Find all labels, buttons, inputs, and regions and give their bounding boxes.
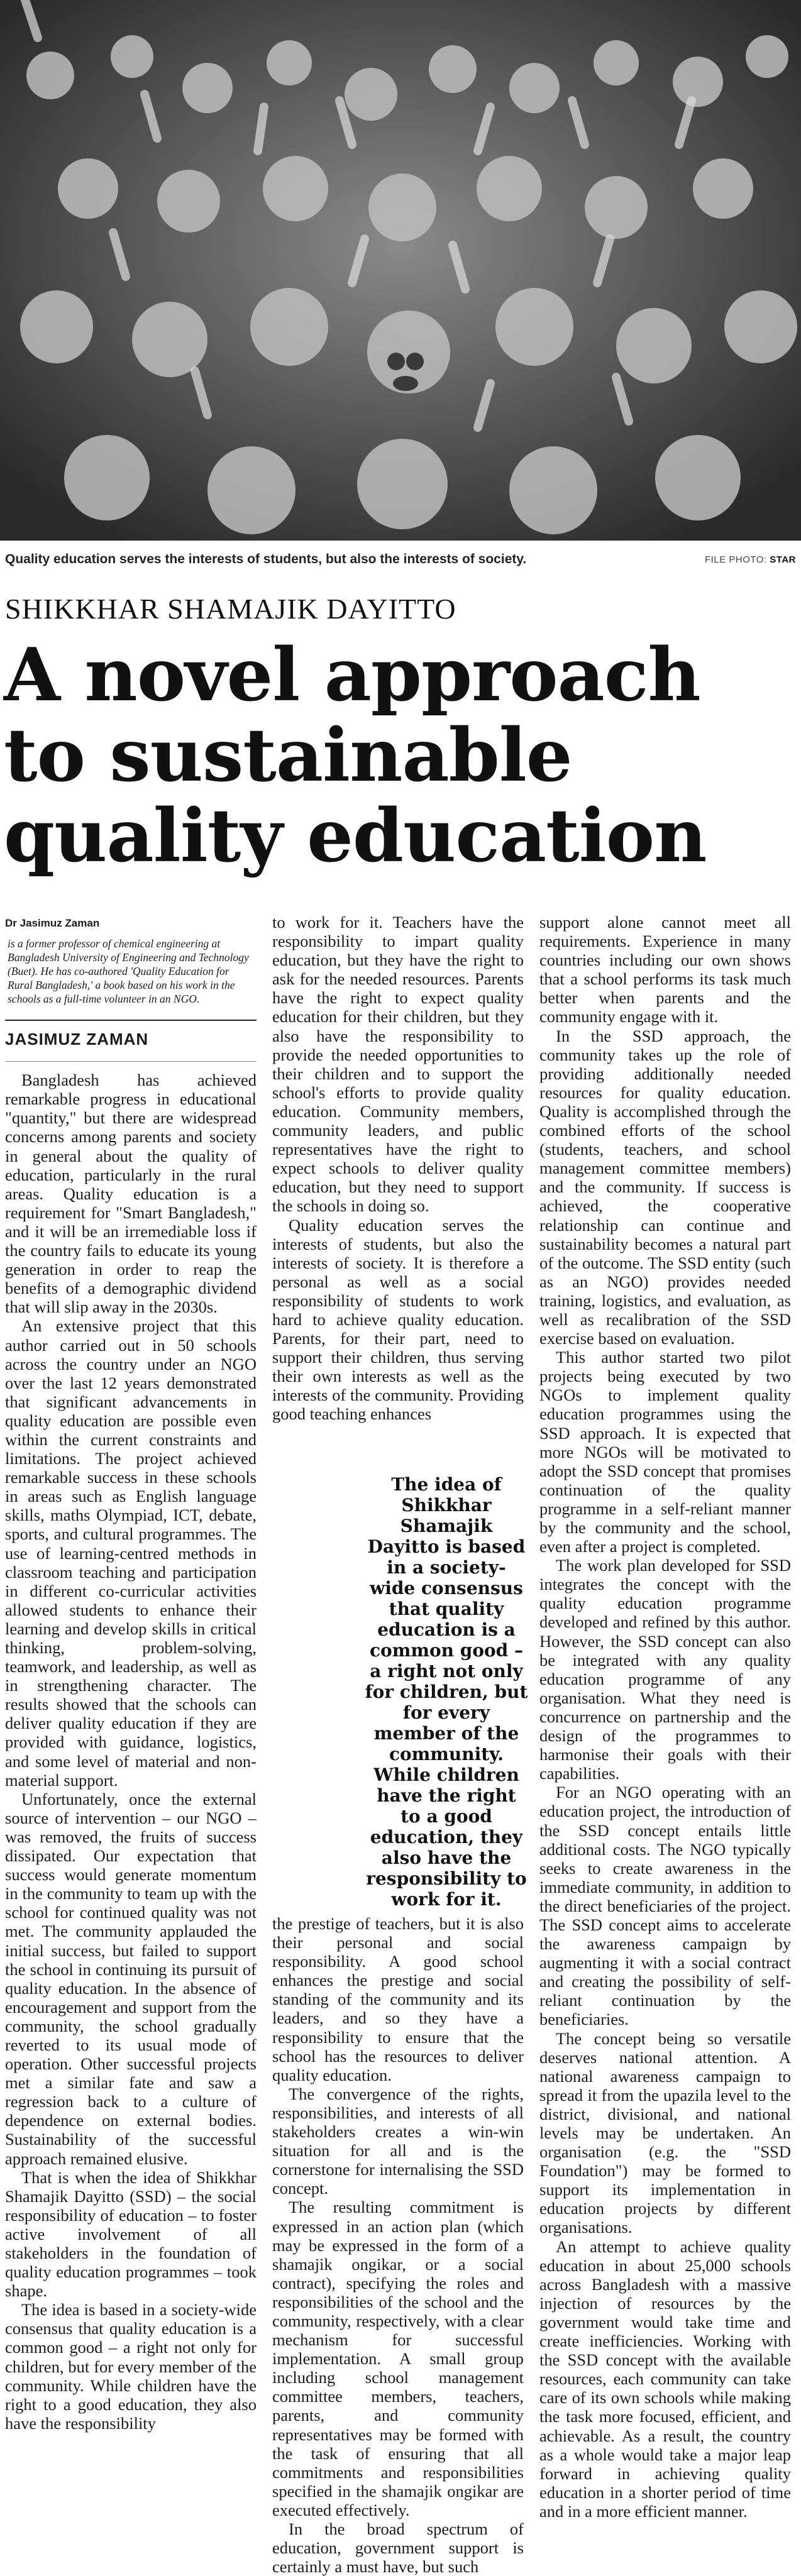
- byline: JASIMUZ ZAMAN: [5, 1030, 149, 1049]
- hero-photo: [0, 0, 801, 541]
- paragraph: the prestige of teachers, but it is also their personal and social responsibility. A good school enhances the prestige and social standing of the community and its leaders, and so they have a responsibility to ensure that the school has the resources to deliver quality education.: [272, 1914, 524, 2084]
- headline-line: to sustainable: [4, 713, 572, 798]
- author-block: [5, 914, 257, 1006]
- paragraph: Quality education serves the interests of students, but also the interests of society. It is therefore a personal as well as a social responsibility of students to work hard to achieve quality education. Parents, for their part, need to support their children, thus serving their own interests as well as the interests of the community. Providing good teaching enhances: [272, 1215, 524, 1424]
- paragraph: to work for it. Teachers have the responsibility to impart quality education, but they have the right to ask for the needed resources. Parents have the right to expect quality education for their children, but they also have the responsibility to provide the needed opportunities to their children and to support the school's efforts to provide quality education. Community members, community leaders, and public representatives have the right to expect schools to deliver quality education, but they need to support the schools in doing so.: [272, 913, 524, 1216]
- paragraph: The idea is based in a society-wide consensus that quality education is a common good – a right not only for children, but for every member of the community. While children have the right to a good education, they also have the responsibility: [5, 2300, 257, 2433]
- divider: [5, 1061, 257, 1062]
- column-1: [5, 913, 257, 2433]
- paragraph: The resulting commitment is expressed in an action plan (which may be expressed in the form of a shamajik ongikar, or a social contract), specifying the roles and responsibilities of the school and the community, respectively, with a clear mechanism for successful implementation. A small group including school management committee members, teachers, parents, and community representatives may be formed with the task of ensuring that all commitments and responsibilities specified in the shamajik ongikar are executed effectively.: [272, 2198, 524, 2519]
- credit-source: STAR: [770, 554, 796, 565]
- paragraph: Bangladesh has achieved remarkable progress in educational "quantity," but there are widespread concerns among parents and society in general about the quality of education, particularly in the rural areas. Quality education is a requirement for "Smart Bangladesh," and it will be an irremediable loss if the country fails to educate its young generation in order to reap the benefits of a demographic dividend that will slip away in the 2030s.: [5, 1071, 257, 1317]
- column-3: [539, 913, 791, 2521]
- paragraph: An extensive project that this author carried out in 50 schools across the country under an NGO over the last 12 years demonstrated that significant advancements in quality education are possible even within the current constraints and limitations. The project achieved remarkable success in these schools in areas such as English language skills, maths Olympiad, ICT, debate, sports, and cultural programmes. The use of learning-centred methods in classroom teaching and participation in different co-curricular activities allowed students to enhance their learning and develop skills in critical thinking, problem-solving, teamwork, and leadership, as well as in strengthening character. The results showed that the schools can deliver quality education if they are provided with guidance, logistics, and some level of material and non-material support.: [5, 1316, 257, 1790]
- caption-text: Quality education serves the interests of students, but also the interests of society.: [5, 552, 527, 566]
- kicker: SHIKKHAR SHAMAJIK DAYITTO: [5, 593, 456, 625]
- photo-credit: [705, 554, 796, 565]
- paragraph: In the broad spectrum of education, government support is certainly a must have, but such: [272, 2519, 524, 2576]
- headline: [4, 632, 796, 879]
- pull-quote: The idea of Shikkhar Shamajik Dayitto is based in a society-wide consensus that quality education is a common good – a right not only for children, but for every member of the community. While children have the right to a good education, they also have the responsibility to work for it.: [365, 1474, 528, 1910]
- headline-line: A novel approach: [4, 632, 700, 718]
- divider: [5, 1020, 257, 1021]
- paragraph: The convergence of the rights, responsibilities, and interests of all stakeholders creates a win-win situation for all and is the cornerstone for internalising the SSD concept.: [272, 2084, 524, 2198]
- photo-caption: [5, 551, 796, 570]
- paragraph: That is when the idea of Shikkhar Shamajik Dayitto (SSD) – the social responsibility of education – to foster active involvement of all stakeholders in the foundation of quality education programmes – took shape.: [5, 2167, 257, 2301]
- author-bio: is a former professor of chemical engineering at Bangladesh University of Engineering and Technology (Buet). He has co-authored 'Quality Education for Rural Bangladesh,' a book based on his work in the schools as a full-time volunteer in an NGO.: [8, 937, 249, 1006]
- headline-line: quality education: [4, 793, 707, 879]
- column-2-top: [272, 913, 524, 1424]
- paragraph: support alone cannot meet all requirements. Experience in many countries including our own shows that a school performs its task much better when parents and the community engage with it.: [539, 913, 791, 1027]
- paragraph: The work plan developed for SSD integrates the concept with the quality education programme developed and refined by this author. However, the SSD concept can also be integrated with any quality education programme of any organisation. What they need is concurrence on partnership and the design of the programmes to harmonise their goals with their capabilities.: [539, 1556, 791, 1783]
- credit-prefix: FILE PHOTO:: [705, 554, 767, 565]
- paragraph: In the SSD approach, the community takes up the role of providing additionally needed resources for quality education. Quality is accomplished through the combined efforts of the school (students, teachers, and school management committee members) and the community. If success is achieved, the cooperative relationship can continue and sustainability becomes a natural part of the outcome. The SSD entity (such as an NGO) provides needed training, logistics, and evaluation, as well as recalibration of the SSD exercise based on evaluation.: [539, 1026, 791, 1348]
- paragraph: This author started two pilot projects being executed by two NGOs to implement quality education programmes using the SSD approach. It is expected that more NGOs will be motivated to adopt the SSD concept that promises continuation of the quality programme in a self-reliant manner by the community and the school, even after a project is completed.: [539, 1348, 791, 1556]
- column-2-bottom: [272, 1914, 524, 2576]
- paragraph: Unfortunately, once the external source of intervention – our NGO – was removed, the fruits of success dissipated. Our expectation that success would generate momentum in the community to team up with the school for continued quality was not met. The community applauded the initial success, but failed to support the school in continuing its pursuit of quality education. In the absence of encouragement and support from the community, the school gradually reverted to its usual mode of operation. Other successful projects met a similar fate and saw a regression back to a culture of dependence on external bodies. Sustainability of the successful approach remained elusive.: [5, 1789, 257, 2168]
- author-name: Dr Jasimuz Zaman: [5, 917, 100, 929]
- paragraph: For an NGO operating with an education project, the introduction of the SSD concept entails little additional costs. The NGO typically seeks to create awareness in the immediate community, in addition to the direct beneficiaries of the project. The SSD concept aims to accelerate the awareness campaign by augmenting it with a social contract and creating the possibility of self-reliant continuation by the beneficiaries.: [539, 1783, 791, 2029]
- paragraph: An attempt to achieve quality education in about 25,000 schools across Bangladesh with a massive injection of resources by the government would take time and create inefficiencies. Working with the SSD concept with the available resources, each community can take care of its own schools while making the task more focused, efficient, and achievable. As a result, the country as a whole would take a major leap forward in achieving quality education in a shorter period of time and in a more efficient manner.: [539, 2237, 791, 2521]
- crowd-photo-icon: [0, 0, 801, 541]
- paragraph: The concept being so versatile deserves national attention. A national awareness campaign to spread it from the upazila level to the district, divisional, and national levels may be undertaken. An organisation (e.g. the "SSD Foundation") may be formed to support its implementation in education projects by different organisations.: [539, 2028, 791, 2237]
